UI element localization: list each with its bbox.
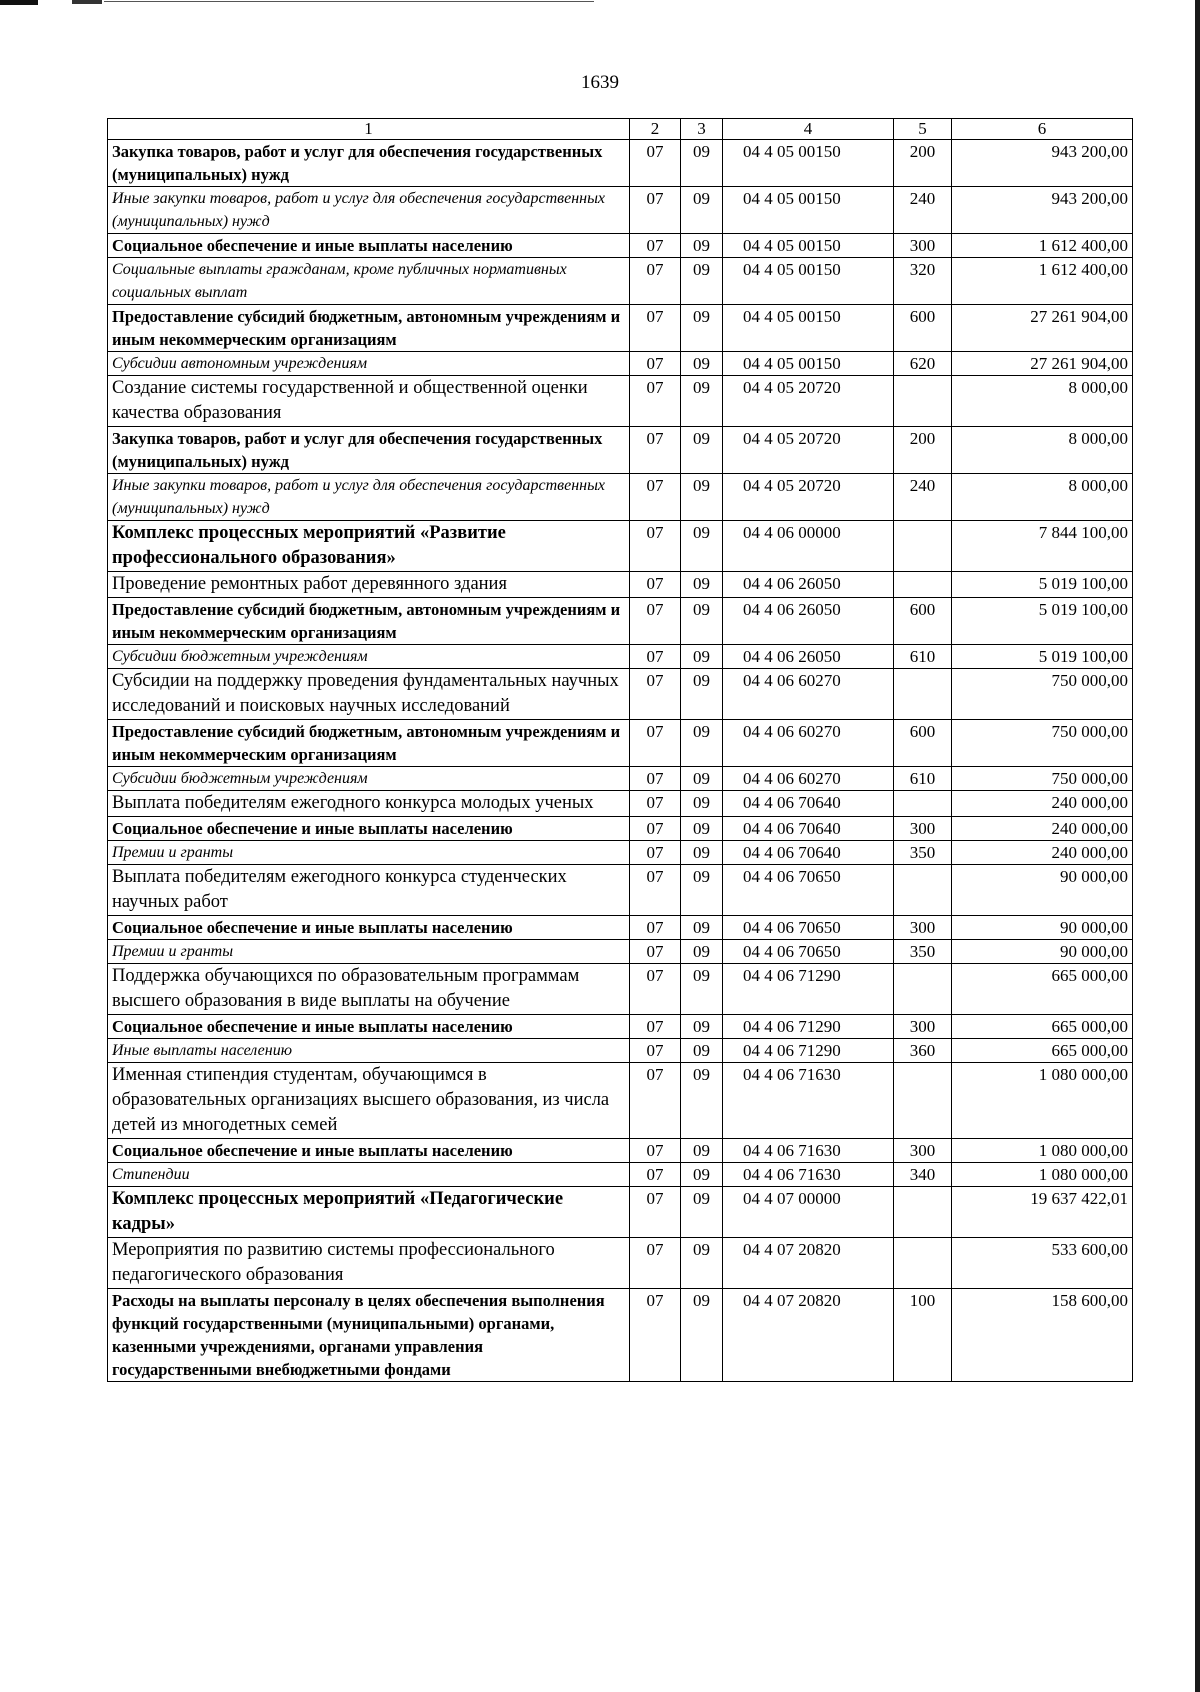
row-name-cell: Социальное обеспечение и иные выплаты населению (108, 1015, 630, 1039)
row-target-code-cell: 04 4 05 20720 (723, 474, 894, 521)
row-subsection-cell: 09 (681, 1289, 723, 1382)
table-row (108, 187, 1133, 234)
row-name-cell: Премии и гранты (108, 940, 630, 964)
header-cell-3: 3 (681, 119, 723, 140)
row-target-code-cell: 04 4 05 00150 (723, 305, 894, 352)
row-expense-type-cell (894, 1187, 952, 1238)
table-row (108, 720, 1133, 767)
table-row (108, 234, 1133, 258)
row-amount-cell: 5 019 100,00 (952, 645, 1133, 669)
row-subsection-cell: 09 (681, 767, 723, 791)
row-target-code-cell: 04 4 05 00150 (723, 258, 894, 305)
row-expense-type-cell: 300 (894, 916, 952, 940)
row-subsection-cell: 09 (681, 521, 723, 572)
row-subsection-cell: 09 (681, 427, 723, 474)
row-amount-cell: 240 000,00 (952, 817, 1133, 841)
table-row (108, 1187, 1133, 1238)
table-row (108, 1289, 1133, 1382)
row-name-cell: Комплекс процессных мероприятий «Развитие профессионального образования» (108, 521, 630, 572)
row-expense-type-cell: 360 (894, 1039, 952, 1063)
table-row (108, 352, 1133, 376)
row-expense-type-cell: 600 (894, 598, 952, 645)
table-row (108, 140, 1133, 187)
row-expense-type-cell: 300 (894, 234, 952, 258)
row-amount-cell: 8 000,00 (952, 474, 1133, 521)
table-row (108, 1063, 1133, 1139)
page-number: 1639 (581, 72, 619, 93)
table-row (108, 669, 1133, 720)
row-section-cell: 07 (630, 841, 681, 865)
row-expense-type-cell: 610 (894, 767, 952, 791)
row-target-code-cell: 04 4 06 60270 (723, 669, 894, 720)
row-name-cell: Иные закупки товаров, работ и услуг для обеспечения государственных (муниципальных) нужд (108, 474, 630, 521)
row-section-cell: 07 (630, 376, 681, 427)
table-row (108, 598, 1133, 645)
row-name-cell: Субсидии на поддержку проведения фундаментальных научных исследований и поисковых научных исследований (108, 669, 630, 720)
header-cell-6: 6 (952, 119, 1133, 140)
row-section-cell: 07 (630, 572, 681, 598)
row-amount-cell: 19 637 422,01 (952, 1187, 1133, 1238)
row-expense-type-cell (894, 964, 952, 1015)
row-amount-cell: 158 600,00 (952, 1289, 1133, 1382)
row-name-cell: Социальные выплаты гражданам, кроме публичных нормативных социальных выплат (108, 258, 630, 305)
row-expense-type-cell: 350 (894, 940, 952, 964)
table-row (108, 865, 1133, 916)
row-name-cell: Социальное обеспечение и иные выплаты населению (108, 916, 630, 940)
row-subsection-cell: 09 (681, 1039, 723, 1063)
row-section-cell: 07 (630, 234, 681, 258)
row-expense-type-cell (894, 572, 952, 598)
table-row (108, 841, 1133, 865)
row-target-code-cell: 04 4 06 71290 (723, 964, 894, 1015)
row-name-cell: Проведение ремонтных работ деревянного здания (108, 572, 630, 598)
header-cell-5: 5 (894, 119, 952, 140)
row-expense-type-cell (894, 669, 952, 720)
table-row (108, 817, 1133, 841)
row-expense-type-cell (894, 865, 952, 916)
row-subsection-cell: 09 (681, 865, 723, 916)
row-name-cell: Премии и гранты (108, 841, 630, 865)
row-subsection-cell: 09 (681, 817, 723, 841)
row-expense-type-cell: 100 (894, 1289, 952, 1382)
row-amount-cell: 27 261 904,00 (952, 305, 1133, 352)
row-subsection-cell: 09 (681, 841, 723, 865)
row-amount-cell: 665 000,00 (952, 1039, 1133, 1063)
row-name-cell: Именная стипендия студентам, обучающимся в образовательных организациях высшего образования, из числа детей из многодетных семей (108, 1063, 630, 1139)
table-row (108, 1238, 1133, 1289)
row-target-code-cell: 04 4 07 00000 (723, 1187, 894, 1238)
row-subsection-cell: 09 (681, 916, 723, 940)
table-row (108, 1039, 1133, 1063)
row-section-cell: 07 (630, 521, 681, 572)
row-target-code-cell: 04 4 06 26050 (723, 572, 894, 598)
row-name-cell: Выплата победителям ежегодного конкурса студенческих научных работ (108, 865, 630, 916)
row-subsection-cell: 09 (681, 258, 723, 305)
row-amount-cell: 943 200,00 (952, 187, 1133, 234)
row-target-code-cell: 04 4 05 20720 (723, 376, 894, 427)
row-amount-cell: 1 080 000,00 (952, 1163, 1133, 1187)
row-target-code-cell: 04 4 06 60270 (723, 767, 894, 791)
scan-artifact (104, 1, 594, 2)
budget-table (107, 118, 1133, 1382)
table-row (108, 1015, 1133, 1039)
row-section-cell: 07 (630, 352, 681, 376)
row-amount-cell: 665 000,00 (952, 1015, 1133, 1039)
table-row (108, 964, 1133, 1015)
row-section-cell: 07 (630, 140, 681, 187)
row-subsection-cell: 09 (681, 376, 723, 427)
row-subsection-cell: 09 (681, 791, 723, 817)
row-subsection-cell: 09 (681, 1139, 723, 1163)
row-target-code-cell: 04 4 07 20820 (723, 1289, 894, 1382)
row-section-cell: 07 (630, 1015, 681, 1039)
row-amount-cell: 750 000,00 (952, 669, 1133, 720)
row-amount-cell: 943 200,00 (952, 140, 1133, 187)
row-name-cell: Предоставление субсидий бюджетным, автономным учреждениям и иным некоммерческим организациям (108, 598, 630, 645)
table-header-row (108, 119, 1133, 140)
row-subsection-cell: 09 (681, 1063, 723, 1139)
row-subsection-cell: 09 (681, 964, 723, 1015)
row-section-cell: 07 (630, 1139, 681, 1163)
row-target-code-cell: 04 4 06 71630 (723, 1163, 894, 1187)
row-section-cell: 07 (630, 1039, 681, 1063)
scan-edge (1195, 0, 1200, 1692)
row-expense-type-cell: 340 (894, 1163, 952, 1187)
row-amount-cell: 5 019 100,00 (952, 572, 1133, 598)
row-amount-cell: 533 600,00 (952, 1238, 1133, 1289)
table-row (108, 258, 1133, 305)
row-target-code-cell: 04 4 06 70640 (723, 817, 894, 841)
row-expense-type-cell: 600 (894, 720, 952, 767)
table-row (108, 376, 1133, 427)
row-amount-cell: 7 844 100,00 (952, 521, 1133, 572)
row-name-cell: Субсидии бюджетным учреждениям (108, 645, 630, 669)
row-amount-cell: 750 000,00 (952, 720, 1133, 767)
row-section-cell: 07 (630, 669, 681, 720)
row-name-cell: Социальное обеспечение и иные выплаты населению (108, 234, 630, 258)
row-amount-cell: 240 000,00 (952, 841, 1133, 865)
row-name-cell: Создание системы государственной и общественной оценки качества образования (108, 376, 630, 427)
row-subsection-cell: 09 (681, 140, 723, 187)
row-target-code-cell: 04 4 05 00150 (723, 234, 894, 258)
scan-artifact (0, 0, 38, 5)
row-amount-cell: 5 019 100,00 (952, 598, 1133, 645)
row-amount-cell: 665 000,00 (952, 964, 1133, 1015)
row-subsection-cell: 09 (681, 234, 723, 258)
row-section-cell: 07 (630, 187, 681, 234)
row-target-code-cell: 04 4 06 26050 (723, 645, 894, 669)
table-row (108, 940, 1133, 964)
row-section-cell: 07 (630, 598, 681, 645)
row-subsection-cell: 09 (681, 645, 723, 669)
row-name-cell: Иные выплаты населению (108, 1039, 630, 1063)
row-expense-type-cell: 300 (894, 1015, 952, 1039)
row-expense-type-cell: 300 (894, 1139, 952, 1163)
row-amount-cell: 90 000,00 (952, 940, 1133, 964)
table-row (108, 767, 1133, 791)
row-subsection-cell: 09 (681, 598, 723, 645)
table-row (108, 916, 1133, 940)
row-subsection-cell: 09 (681, 1015, 723, 1039)
row-expense-type-cell (894, 1063, 952, 1139)
row-target-code-cell: 04 4 05 20720 (723, 427, 894, 474)
row-subsection-cell: 09 (681, 305, 723, 352)
row-section-cell: 07 (630, 645, 681, 669)
row-target-code-cell: 04 4 06 60270 (723, 720, 894, 767)
table-row (108, 427, 1133, 474)
row-section-cell: 07 (630, 305, 681, 352)
row-name-cell: Стипендии (108, 1163, 630, 1187)
scan-artifact (72, 0, 102, 4)
row-target-code-cell: 04 4 06 70650 (723, 940, 894, 964)
row-section-cell: 07 (630, 1163, 681, 1187)
row-amount-cell: 1 612 400,00 (952, 234, 1133, 258)
row-name-cell: Выплата победителям ежегодного конкурса молодых ученых (108, 791, 630, 817)
row-name-cell: Закупка товаров, работ и услуг для обеспечения государственных (муниципальных) нужд (108, 140, 630, 187)
row-target-code-cell: 04 4 06 71290 (723, 1015, 894, 1039)
row-amount-cell: 90 000,00 (952, 865, 1133, 916)
row-amount-cell: 8 000,00 (952, 427, 1133, 474)
row-target-code-cell: 04 4 06 70650 (723, 865, 894, 916)
row-section-cell: 07 (630, 1187, 681, 1238)
row-expense-type-cell (894, 521, 952, 572)
table-row (108, 1139, 1133, 1163)
row-name-cell: Мероприятия по развитию системы профессионального педагогического образования (108, 1238, 630, 1289)
header-cell-1: 1 (108, 119, 630, 140)
row-subsection-cell: 09 (681, 1187, 723, 1238)
row-name-cell: Субсидии бюджетным учреждениям (108, 767, 630, 791)
row-expense-type-cell: 620 (894, 352, 952, 376)
row-subsection-cell: 09 (681, 669, 723, 720)
row-subsection-cell: 09 (681, 352, 723, 376)
row-target-code-cell: 04 4 06 70640 (723, 841, 894, 865)
row-subsection-cell: 09 (681, 572, 723, 598)
row-section-cell: 07 (630, 964, 681, 1015)
row-subsection-cell: 09 (681, 187, 723, 234)
row-amount-cell: 8 000,00 (952, 376, 1133, 427)
row-target-code-cell: 04 4 05 00150 (723, 140, 894, 187)
row-expense-type-cell: 320 (894, 258, 952, 305)
row-section-cell: 07 (630, 474, 681, 521)
row-name-cell: Комплекс процессных мероприятий «Педагогические кадры» (108, 1187, 630, 1238)
row-target-code-cell: 04 4 06 70650 (723, 916, 894, 940)
row-target-code-cell: 04 4 06 71290 (723, 1039, 894, 1063)
row-subsection-cell: 09 (681, 474, 723, 521)
table-row (108, 305, 1133, 352)
row-section-cell: 07 (630, 427, 681, 474)
row-section-cell: 07 (630, 1063, 681, 1139)
row-section-cell: 07 (630, 791, 681, 817)
row-name-cell: Предоставление субсидий бюджетным, автономным учреждениям и иным некоммерческим организациям (108, 720, 630, 767)
table-row (108, 474, 1133, 521)
row-name-cell: Субсидии автономным учреждениям (108, 352, 630, 376)
row-section-cell: 07 (630, 720, 681, 767)
row-name-cell: Расходы на выплаты персоналу в целях обеспечения выполнения функций государственными (муниципальными) органами, казенными учреждениями, органами управления государственными внебюджетными фондами (108, 1289, 630, 1382)
row-name-cell: Предоставление субсидий бюджетным, автономным учреждениям и иным некоммерческим организациям (108, 305, 630, 352)
row-amount-cell: 240 000,00 (952, 791, 1133, 817)
row-section-cell: 07 (630, 767, 681, 791)
row-section-cell: 07 (630, 1238, 681, 1289)
header-cell-4: 4 (723, 119, 894, 140)
row-amount-cell: 1 080 000,00 (952, 1139, 1133, 1163)
row-section-cell: 07 (630, 817, 681, 841)
row-section-cell: 07 (630, 916, 681, 940)
row-expense-type-cell: 350 (894, 841, 952, 865)
row-expense-type-cell (894, 376, 952, 427)
row-target-code-cell: 04 4 07 20820 (723, 1238, 894, 1289)
row-target-code-cell: 04 4 06 00000 (723, 521, 894, 572)
header-cell-2: 2 (630, 119, 681, 140)
row-target-code-cell: 04 4 06 71630 (723, 1139, 894, 1163)
row-amount-cell: 90 000,00 (952, 916, 1133, 940)
row-expense-type-cell: 240 (894, 187, 952, 234)
row-expense-type-cell: 200 (894, 427, 952, 474)
row-target-code-cell: 04 4 06 71630 (723, 1063, 894, 1139)
row-amount-cell: 750 000,00 (952, 767, 1133, 791)
row-expense-type-cell (894, 1238, 952, 1289)
row-expense-type-cell: 300 (894, 817, 952, 841)
row-section-cell: 07 (630, 940, 681, 964)
row-target-code-cell: 04 4 05 00150 (723, 352, 894, 376)
row-target-code-cell: 04 4 05 00150 (723, 187, 894, 234)
table-row (108, 521, 1133, 572)
row-subsection-cell: 09 (681, 720, 723, 767)
row-subsection-cell: 09 (681, 940, 723, 964)
row-name-cell: Социальное обеспечение и иные выплаты населению (108, 817, 630, 841)
table-row (108, 1163, 1133, 1187)
table-row (108, 645, 1133, 669)
row-amount-cell: 1 612 400,00 (952, 258, 1133, 305)
row-name-cell: Поддержка обучающихся по образовательным программам высшего образования в виде выплаты на обучение (108, 964, 630, 1015)
row-section-cell: 07 (630, 258, 681, 305)
row-name-cell: Иные закупки товаров, работ и услуг для обеспечения государственных (муниципальных) нужд (108, 187, 630, 234)
row-target-code-cell: 04 4 06 26050 (723, 598, 894, 645)
row-section-cell: 07 (630, 1289, 681, 1382)
row-expense-type-cell: 610 (894, 645, 952, 669)
row-target-code-cell: 04 4 06 70640 (723, 791, 894, 817)
table-row (108, 791, 1133, 817)
row-expense-type-cell: 600 (894, 305, 952, 352)
row-expense-type-cell (894, 791, 952, 817)
row-expense-type-cell: 200 (894, 140, 952, 187)
row-amount-cell: 27 261 904,00 (952, 352, 1133, 376)
row-amount-cell: 1 080 000,00 (952, 1063, 1133, 1139)
row-section-cell: 07 (630, 865, 681, 916)
row-name-cell: Закупка товаров, работ и услуг для обеспечения государственных (муниципальных) нужд (108, 427, 630, 474)
row-expense-type-cell: 240 (894, 474, 952, 521)
table-row (108, 572, 1133, 598)
row-name-cell: Социальное обеспечение и иные выплаты населению (108, 1139, 630, 1163)
row-subsection-cell: 09 (681, 1238, 723, 1289)
row-subsection-cell: 09 (681, 1163, 723, 1187)
